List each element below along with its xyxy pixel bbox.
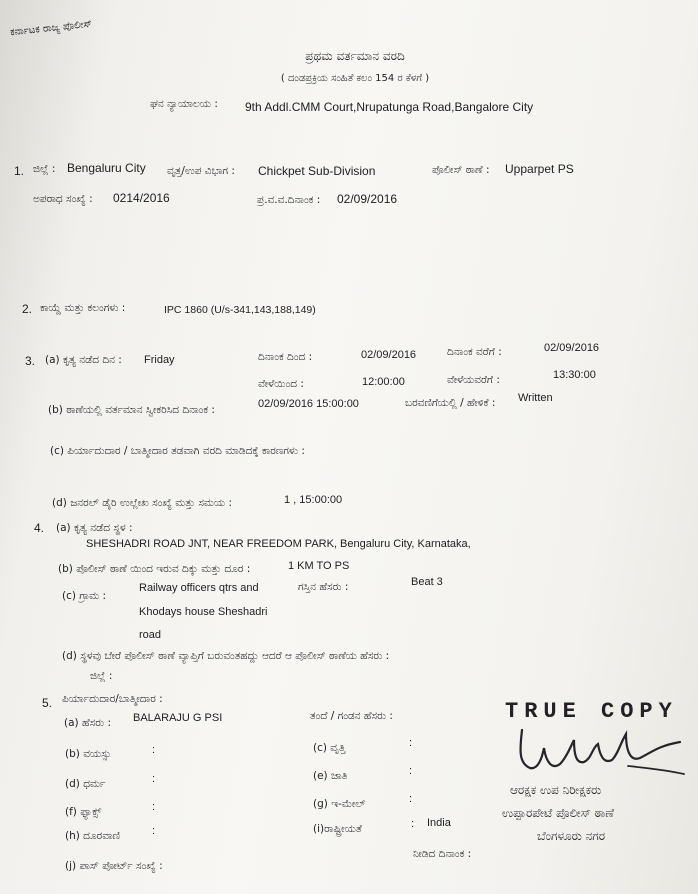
written-oral-label: ಬರವಣಿಗೆಯಲ್ಲಿ / ಹೇಳಿಕೆ : bbox=[405, 397, 496, 409]
passport-label: (j) ಪಾಸ್ ಪೋರ್ಟ್ ಸಂಖ್ಯೆ : bbox=[65, 860, 163, 872]
fir-date-label: ಪ್ರ.ವ.ವ.ದಿನಾಂಕ : bbox=[257, 194, 321, 206]
officer-signature bbox=[508, 718, 688, 788]
from-time-value: 12:00:00 bbox=[362, 376, 405, 388]
section-2-number: 2. bbox=[22, 302, 33, 316]
true-copy-stamp: TRUE COPY bbox=[505, 699, 678, 724]
general-diary-label: (d) ಜನರಲ್ ಡೈರಿ ಉಲ್ಲೇಖ ಸಂಖ್ಯೆ ಮತ್ತು ಸಮಯ : bbox=[52, 497, 233, 509]
beat-label: ಗಸ್ತಿನ ಹೆಸರು : bbox=[298, 581, 349, 593]
court-value: 9th Addl.CMM Court,Nrupatunga Road,Bangalore City bbox=[245, 100, 534, 114]
nationality-label: (i)ರಾಷ್ಟ್ರೀಯತೆ bbox=[313, 823, 362, 835]
beat-value: Beat 3 bbox=[411, 576, 443, 588]
phone-separator: : bbox=[152, 825, 156, 837]
general-diary-value: 1 , 15:00:00 bbox=[284, 494, 343, 506]
fir-date-value: 02/09/2016 bbox=[337, 192, 398, 206]
from-date-label: ದಿನಾಂಕ ದಿಂದ : bbox=[258, 351, 313, 363]
police-station-value: Upparpet PS bbox=[505, 162, 574, 176]
direction-distance-label: (b) ಪೊಲೀಸ್ ಠಾಣೆ ಯಿಂದ ಇರುವ ದಿಕ್ಕು ಮತ್ತು ದೂರ : bbox=[58, 563, 251, 575]
to-date-label: ದಿನಾಂಕ ವರೆಗೆ : bbox=[447, 346, 502, 358]
nationality-separator: : bbox=[411, 818, 415, 830]
acts-sections-label: ಕಾಯ್ದೆ ಮತ್ತು ಕಲಂಗಳು : bbox=[40, 302, 126, 314]
fax-separator: : bbox=[152, 801, 156, 813]
from-time-label: ವೇಳೆಯಿಂದ : bbox=[258, 378, 304, 390]
issue-date-label: ನೀಡಿದ ದಿನಾಂಕ : bbox=[413, 848, 472, 860]
stamp-city: ಬೆಂಗಳೂರು ನಗರ bbox=[537, 829, 606, 843]
crime-number-value: 0214/2016 bbox=[113, 191, 170, 205]
subdivision-value: Chickpet Sub-Division bbox=[258, 164, 376, 178]
name-value: BALARAJU G PSI bbox=[133, 712, 223, 724]
district-value: Bengaluru City bbox=[67, 161, 146, 175]
police-station-label: ಪೊಲೀಸ್ ಠಾಣೆ : bbox=[432, 164, 490, 176]
section-5-number: 5. bbox=[42, 696, 53, 710]
occurrence-day-value: Friday bbox=[144, 354, 175, 366]
delay-reason-label: (c) ಪಿರ್ಯಾದುದಾರ / ಬಾತ್ಮೀದಾರ ತಡವಾಗಿ ವರದಿ ಮಾಡಿದಕ್ಕೆ ಕಾರಣಗಳು : bbox=[50, 445, 305, 457]
crime-number-label: ಅಪರಾಧ ಸಂಖ್ಯೆ : bbox=[33, 193, 93, 205]
age-separator: : bbox=[152, 744, 156, 756]
phone-label: (h) ದೂರವಾಣಿ bbox=[65, 830, 121, 842]
subdivision-label: ವೃತ್ತ/ಉಪ ವಿಭಾಗ : bbox=[167, 165, 235, 177]
to-time-label: ವೇಳೆಯವರೆಗೆ : bbox=[447, 374, 500, 386]
section-4-number: 4. bbox=[34, 521, 45, 535]
religion-label: (d) ಧರ್ಮ bbox=[65, 778, 106, 790]
occupation-label: (c) ವೃತ್ತಿ bbox=[313, 742, 346, 754]
state-police-corner-label: ಕರ್ನಾಟಕ ರಾಜ್ಯ ಪೊಲೀಸ್ bbox=[9, 18, 93, 39]
email-label: (g) ಇ-ಮೇಲ್ bbox=[313, 798, 366, 810]
village-label: (c) ಗ್ರಾಮ : bbox=[62, 590, 107, 602]
district-label: ಜಿಲ್ಲೆ : bbox=[33, 163, 56, 175]
from-date-value: 02/09/2016 bbox=[361, 349, 417, 361]
stamp-designation: ಆರಕ್ಷಕ ಉಪ ನಿರೀಕ್ಷಕರು bbox=[510, 783, 602, 797]
other-district-label: ಜಿಲ್ಲೆ : bbox=[90, 670, 113, 682]
fax-label: (f) ಫ್ಯಾಕ್ಸ್ bbox=[65, 806, 102, 818]
place-value: SHESHADRI ROAD JNT, NEAR FREEDOM PARK, Bengaluru City, Karnataka, bbox=[86, 538, 471, 550]
direction-distance-value: 1 KM TO PS bbox=[288, 560, 350, 572]
father-husband-label: ತಂದೆ / ಗಂಡನ ಹೆಸರು : bbox=[310, 710, 393, 722]
received-date-value: 02/09/2016 15:00:00 bbox=[258, 398, 359, 410]
caste-label: (e) ಜಾತಿ bbox=[313, 770, 348, 782]
age-label: (b) ವಯಸ್ಸು bbox=[65, 748, 112, 760]
village-value-line-3: road bbox=[139, 629, 162, 641]
complainant-heading: ಪಿರ್ಯಾದುದಾರ/ಬಾತ್ಮೀದಾರ : bbox=[62, 693, 163, 705]
to-time-value: 13:30:00 bbox=[553, 369, 596, 381]
caste-separator: : bbox=[409, 765, 413, 777]
email-separator: : bbox=[409, 793, 413, 805]
place-label: (a) ಕೃತ್ಯ ನಡೆದ ಸ್ಥಳ : bbox=[56, 522, 133, 534]
religion-separator: : bbox=[152, 773, 156, 785]
occupation-separator: : bbox=[409, 737, 413, 749]
village-value-line-2: Khodays house Sheshadri bbox=[139, 606, 268, 618]
section-3-number: 3. bbox=[25, 354, 36, 368]
name-label: (a) ಹೆಸರು : bbox=[64, 717, 112, 729]
section-1-number: 1. bbox=[14, 164, 25, 178]
occurrence-day-label: (a) ಕೃತ್ಯ ನಡೆದ ದಿನ : bbox=[45, 354, 122, 366]
acts-sections-value: IPC 1860 (U/s-341,143,188,149) bbox=[164, 304, 316, 316]
written-oral-value: Written bbox=[518, 392, 553, 404]
stamp-station: ಉಪ್ಪಾರಪೇಟೆ ಪೊಲೀಸ್ ಠಾಣೆ bbox=[502, 806, 614, 820]
received-date-label: (b) ಠಾಣೆಯಲ್ಲಿ ವರ್ತಮಾನ ಸ್ವೀಕರಿಸಿದ ದಿನಾಂಕ : bbox=[48, 404, 215, 416]
village-value-line-1: Railway officers qtrs and bbox=[139, 582, 259, 594]
to-date-value: 02/09/2016 bbox=[544, 342, 600, 354]
document-title: ಪ್ರಥಮ ವರ್ತಮಾನ ವರದಿ bbox=[305, 49, 405, 63]
nationality-value: India bbox=[427, 817, 451, 829]
court-label: ಘನ ನ್ಯಾಯಾಲಯ : bbox=[150, 98, 218, 110]
document-subtitle: ( ದಂಡಪ್ರಕ್ರಿಯ ಸಂಹಿತೆ ಕಲಂ 154 ರ ಕೆಳಗೆ ) bbox=[280, 73, 430, 84]
other-station-label: (d) ಸ್ಥಳವು ಬೇರೆ ಪೊಲೀಸ್ ಠಾಣೆ ವ್ಯಾಪ್ತಿಗೆ ಬರುವಂತಹದ್ದು ಆದರೆ ಆ ಪೊಲೀಸ್ ಠಾಣೆಯ ಹೆಸರು : bbox=[62, 650, 390, 662]
